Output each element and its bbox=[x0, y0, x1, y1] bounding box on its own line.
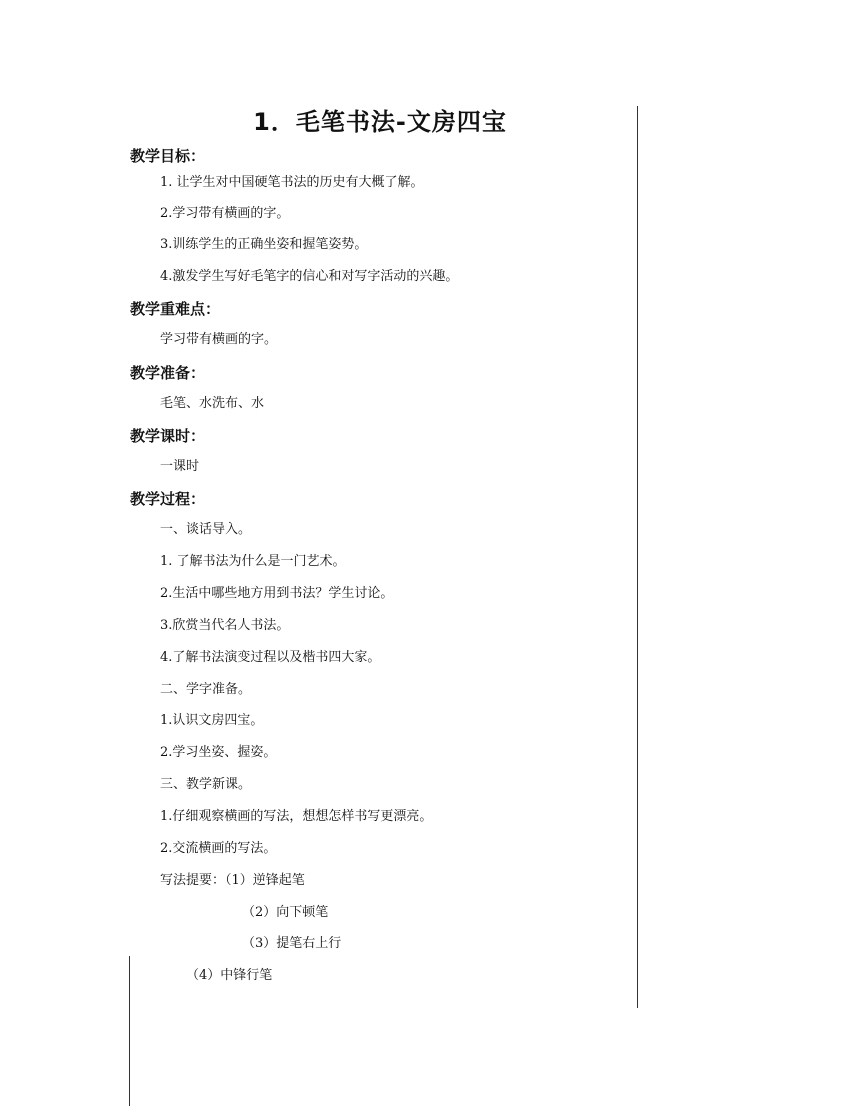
process-item: 3.欣赏当代名人书法。 bbox=[160, 618, 290, 633]
process-item: 一、谈话导入。 bbox=[160, 522, 252, 537]
process-item: 二、学字准备。 bbox=[160, 682, 252, 697]
process-item: （2）向下顿笔 bbox=[242, 905, 329, 920]
preparation-item: 毛笔、水洗布、水 bbox=[160, 396, 265, 411]
key-points-heading: 教学重难点： bbox=[130, 300, 221, 318]
process-item: 1.仔细观察横画的写法，想想怎样书写更漂亮。 bbox=[160, 809, 433, 824]
process-item: 1. 了解书法为什么是一门艺术。 bbox=[160, 554, 346, 569]
hours-heading: 教学课时： bbox=[130, 427, 206, 445]
process-heading: 教学过程： bbox=[130, 490, 206, 508]
preparation-heading: 教学准备： bbox=[130, 364, 206, 382]
process-item: 写法提要：（1）逆锋起笔 bbox=[160, 873, 305, 888]
goals-heading: 教学目标： bbox=[130, 147, 206, 165]
hours-item: 一课时 bbox=[160, 459, 200, 474]
goal-item: 2.学习带有横画的字。 bbox=[160, 206, 290, 221]
goal-item: 3.训练学生的正确坐姿和握笔姿势。 bbox=[160, 237, 368, 252]
goal-item: 1. 让学生对中国硬笔书法的历史有大概了解。 bbox=[160, 175, 424, 190]
right-margin-rule bbox=[637, 106, 638, 1008]
process-item: 2.学习坐姿、握姿。 bbox=[160, 745, 277, 760]
key-point-item: 学习带有横画的字。 bbox=[160, 332, 278, 347]
process-item: 4.了解书法演变过程以及楷书四大家。 bbox=[160, 650, 381, 665]
process-item: （4）中锋行笔 bbox=[186, 968, 273, 983]
process-item: （3）提笔右上行 bbox=[242, 936, 342, 951]
process-item: 1.认识文房四宝。 bbox=[160, 713, 264, 728]
process-item: 2.交流横画的写法。 bbox=[160, 841, 277, 856]
process-item: 三、教学新课。 bbox=[160, 777, 252, 792]
process-item: 2.生活中哪些地方用到书法？学生讨论。 bbox=[160, 586, 394, 601]
document-title: 1．毛笔书法-文房四宝 bbox=[253, 108, 507, 136]
left-margin-rule bbox=[129, 956, 130, 1106]
goal-item: 4.激发学生写好毛笔字的信心和对写字活动的兴趣。 bbox=[160, 269, 459, 284]
